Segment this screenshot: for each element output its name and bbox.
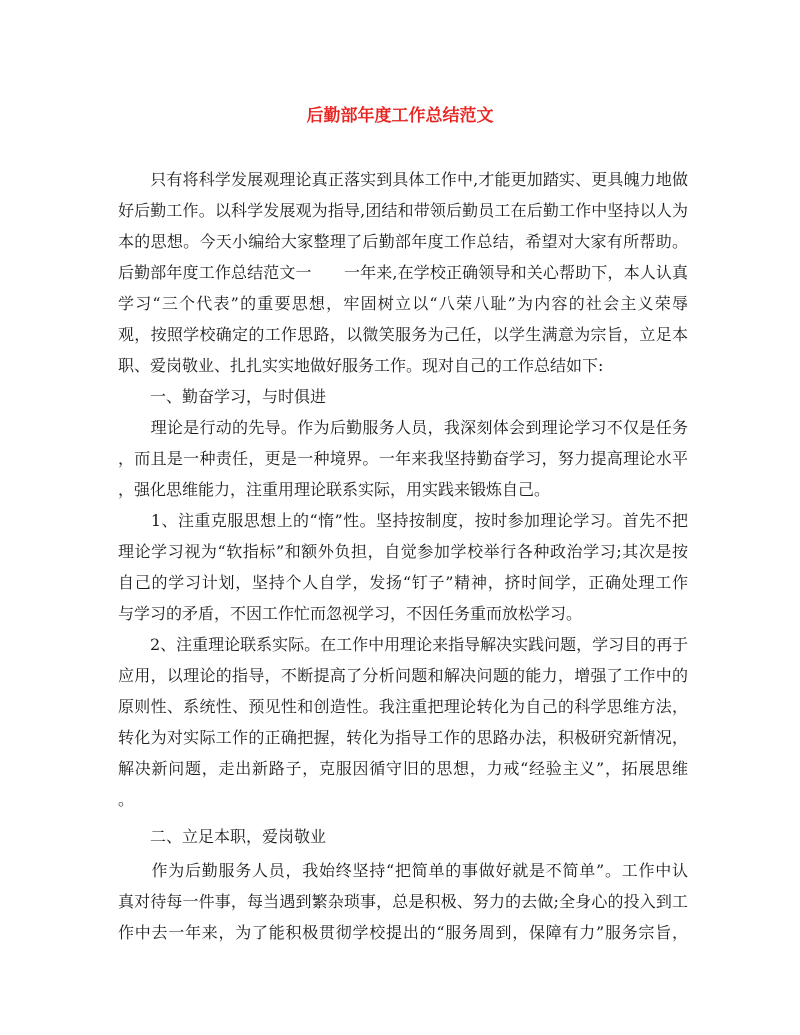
body-line: 1、注重克服思想上的“惰”性。坚持按制度，按时参加理论学习。首先不把	[118, 511, 688, 530]
body-line: 学习“三个代表”的重要思想，牢固树立以“八荣八耻”为内容的社会主义荣辱	[118, 294, 688, 313]
body-line: 真对待每一件事，每当遇到繁杂琐事，总是积极、努力的去做;全身心的投入到工	[118, 892, 688, 911]
body-line: 作为后勤服务人员，我始终坚持“把简单的事做好就是不简单”。工作中认	[118, 861, 688, 880]
body-line: 解决新问题，走出新路子，克服因循守旧的思想，力戒“经验主义”，拓展思维	[118, 759, 688, 778]
body-line: 后勤部年度工作总结范文一 一年来,在学校正确领导和关心帮助下，本人认真	[118, 263, 688, 282]
body-line: 应用，以理论的指导，不断提高了分析问题和解决问题的能力，增强了工作中的	[118, 666, 688, 685]
body-line: 好后勤工作。以科学发展观为指导,团结和带领后勤员工在后勤工作中坚持以人为	[118, 201, 688, 220]
body-line: 理论是行动的先导。作为后勤服务人员，我深刻体会到理论学习不仅是任务	[118, 418, 688, 437]
body-line: ，而且是一种责任，更是一种境界。一年来我坚持勤奋学习，努力提高理论水平	[118, 449, 688, 468]
body-line: 作中去一年来，为了能积极贯彻学校提出的“服务周到，保障有力”服务宗旨，	[118, 923, 688, 942]
body-line: 只有将科学发展观理论真正落实到具体工作中,才能更加踏实、更具魄力地做	[118, 170, 688, 189]
body-line: 本的思想。今天小编给大家整理了后勤部年度工作总结，希望对大家有所帮助。	[118, 232, 688, 251]
body-line: 与学习的矛盾，不因工作忙而忽视学习，不因任务重而放松学习。	[118, 604, 583, 623]
body-line: 原则性、系统性、预见性和创造性。我注重把理论转化为自己的科学思维方法，	[118, 697, 688, 716]
body-line: 2、注重理论联系实际。在工作中用理论来指导解决实践问题，学习目的再于	[118, 635, 689, 654]
body-line: 。	[118, 790, 135, 809]
section-heading: 一、勤奋学习，与时俱进	[118, 387, 327, 406]
body-line: 自己的学习计划，坚持个人自学，发扬“钉子”精神，挤时间学，正确处理工作	[118, 573, 688, 592]
body-line: 职、爱岗敬业、扎扎实实地做好服务工作。现对自己的工作总结如下:	[118, 356, 604, 375]
body-line: 转化为对实际工作的正确把握，转化为指导工作的思路办法，积极研究新情况，	[118, 728, 688, 747]
body-line: ，强化思维能力，注重用理论联系实际，用实践来锻炼自己。	[118, 480, 551, 499]
section-heading: 二、立足本职，爱岗敬业	[118, 827, 327, 846]
body-line: 理论学习视为“软指标”和额外负担，自觉参加学校举行各种政治学习;其次是按	[118, 542, 688, 561]
body-line: 观，按照学校确定的工作思路，以微笑服务为己任，以学生满意为宗旨，立足本	[118, 325, 688, 344]
document-title: 后勤部年度工作总结范文	[306, 106, 494, 126]
